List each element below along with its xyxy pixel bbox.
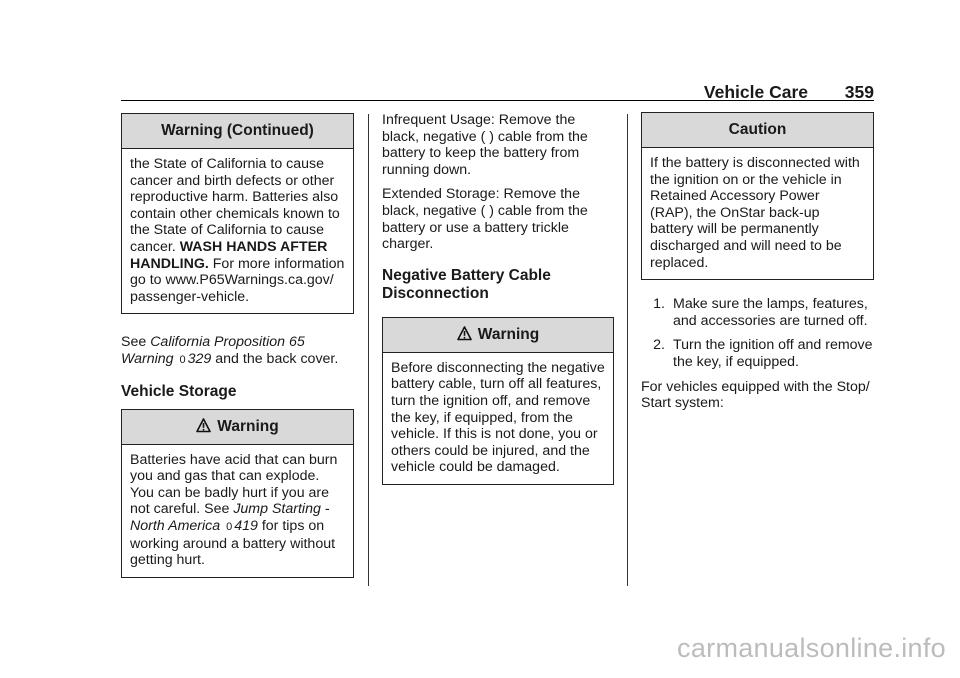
warning-continued-title: Warning (Continued) (122, 114, 353, 149)
warning-text: for tips on working around a battery without getting hurt. (130, 517, 336, 569)
column-divider (627, 114, 628, 586)
page-number: 359 (844, 82, 874, 102)
heading-vehicle-storage: Vehicle Storage (121, 382, 237, 400)
infrequent-usage-text: Infrequent Usage: Remove the black, negative ( ) cable from the battery to keep the battery from running down. (382, 112, 588, 178)
list-item (641, 296, 874, 329)
see-reference-link[interactable]: California Proposition 65 Warning (121, 334, 305, 367)
see-label: See (121, 334, 151, 351)
page-ref-icon: 0 (226, 520, 233, 533)
see-tail: and the back cover. (211, 350, 339, 367)
warning-text: For more information go to www.P65Warnings.ca.gov/ passenger-vehicle. (130, 255, 345, 305)
column-2 (382, 112, 614, 485)
caution-body: If the battery is disconnected with the ignition on or the vehicle in Retained Accessory Power (RAP), the OnStar back-up battery will be permanently discharged and will need to be replaced. (650, 155, 860, 271)
step-text: Turn the ignition off and remove the key, if equipped. (673, 337, 873, 370)
warning-text: the State of California to cause cancer and birth defects or other reproductive harm. Batteries also contain other chemicals known to the State of California to cause cancer. (130, 156, 340, 255)
list-item (641, 337, 874, 370)
warning-box (121, 409, 354, 578)
heading-negative-cable: Negative Battery Cable Disconnection (382, 266, 551, 302)
steps-list (641, 296, 874, 370)
stop-start-text: For vehicles equipped with the Stop/ Start system: (641, 378, 870, 412)
warning-icon (457, 326, 472, 341)
warning-text: Batteries have acid that can burn you and gas that can explode. You can be badly hurt if you are not careful. See (130, 451, 338, 518)
step-text: Make sure the lamps, features, and accessories are turned off. (673, 296, 868, 329)
jump-starting-link[interactable]: Jump Starting - North America (130, 501, 330, 534)
column-1 (121, 113, 354, 578)
watermark: carmanualsonline.info (677, 633, 946, 663)
warning-continued-box (121, 113, 354, 314)
warning-title (122, 410, 353, 445)
warning-title-text: Warning (217, 417, 279, 435)
warning-continued-body (122, 149, 353, 313)
warning-bold-text: WASH HANDS AFTER HANDLING. (130, 238, 328, 272)
column-3 (641, 112, 874, 412)
caution-title: Caution (642, 113, 873, 148)
step-number: 1. (653, 296, 665, 313)
page-header (121, 80, 874, 101)
jump-starting-page[interactable]: 419 (234, 517, 258, 534)
column-divider (368, 114, 369, 586)
warning-title-text: Warning (477, 325, 540, 343)
see-reference-page[interactable]: 329 (187, 350, 212, 367)
warning-icon (196, 418, 211, 433)
page-ref-icon: 0 (179, 353, 186, 366)
warning-body: Before disconnecting the negative battery cable, turn off all features, turn the ignition off, and remove the key, if equipped, from the vehicle. If this is not done, you or others could be injured, and the vehicle could be damaged. (391, 359, 605, 476)
step-number: 2. (653, 337, 665, 354)
warning-body (122, 445, 353, 577)
section-title: Vehicle Care (703, 82, 808, 102)
see-reference (121, 334, 354, 368)
warning-box (382, 317, 614, 485)
caution-box (641, 112, 874, 280)
warning-title (383, 318, 613, 353)
extended-storage-text: Extended Storage: Remove the black, negative ( ) cable from the battery or use a battery trickle charger. (382, 186, 588, 253)
